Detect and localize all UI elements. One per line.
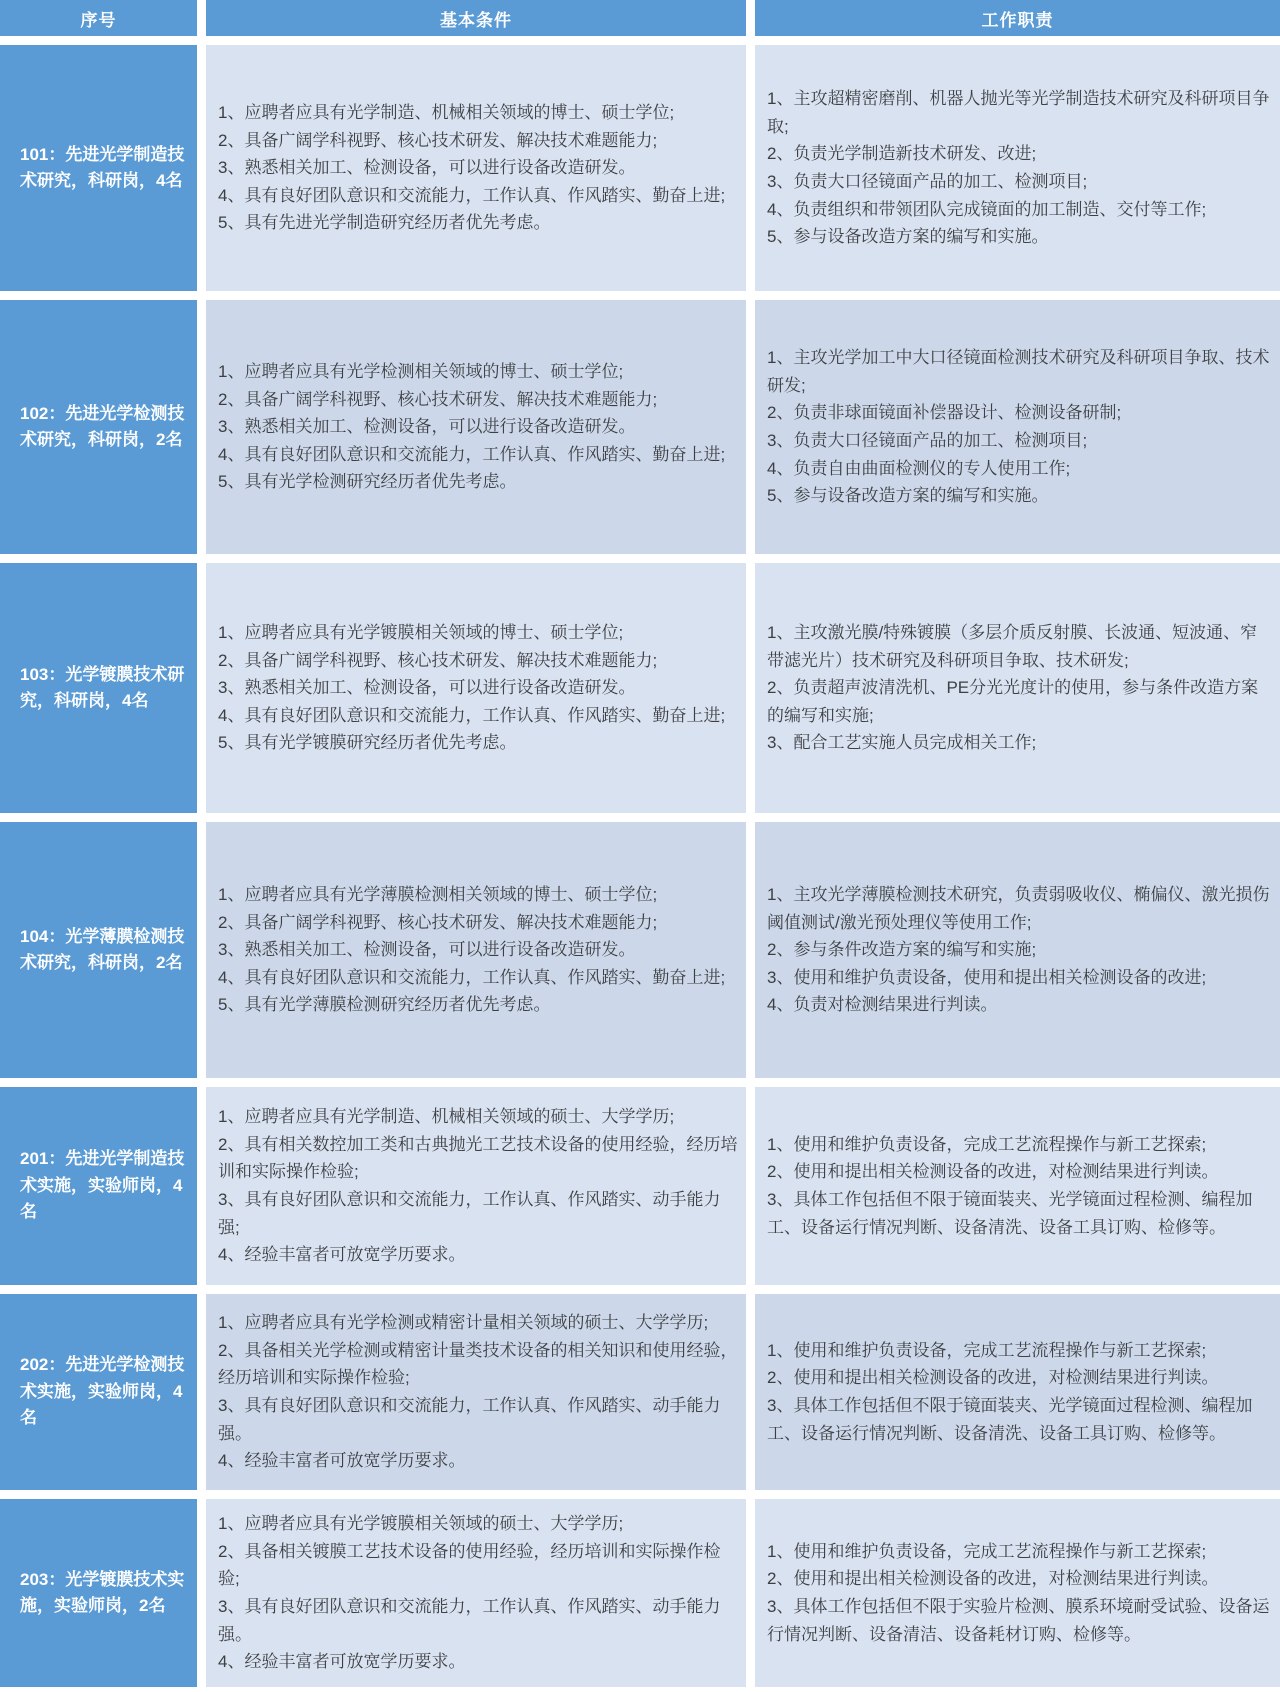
- duties-cell: [755, 563, 1280, 813]
- duty-item: 2、负责光学制造新技术研发、改进;: [767, 144, 1037, 164]
- duty-item: 3、具体工作包括但不限于镜面装夹、光学镜面过程检测、编程加工、设备运行情况判断、设备清洗、设备工具订购、检修等。: [767, 1190, 1253, 1237]
- serial-cell: 203：光学镀膜技术实施，实验师岗，2名: [0, 1499, 197, 1687]
- condition-item: 2、具备广阔学科视野、核心技术研发、解决技术难题能力;: [218, 130, 658, 150]
- condition-item: 2、具有相关数控加工类和古典抛光工艺技术设备的使用经验，经历培训和实际操作检验;: [218, 1134, 738, 1182]
- serial-cell: 201：先进光学制造技术实施，实验师岗，4名: [0, 1087, 197, 1285]
- duty-item: 2、参与条件改造方案的编写和实施;: [767, 940, 1037, 960]
- condition-item: 1、应聘者应具有光学镀膜相关领域的博士、硕士学位;: [218, 623, 624, 643]
- duty-item: 1、主攻激光膜/特殊镀膜（多层介质反射膜、长波通、短波通、窄带滤光片）技术研究及科研项目争取、技术研发;: [767, 623, 1258, 670]
- condition-item: 1、应聘者应具有光学制造、机械相关领域的博士、硕士学位;: [218, 103, 675, 123]
- duty-item: 1、主攻超精密磨削、机器人抛光等光学制造技术研究及科研项目争取;: [767, 89, 1270, 136]
- condition-item: 4、经验丰富者可放宽学历要求。: [218, 1652, 466, 1672]
- serial-cell: 103：光学镀膜技术研究，科研岗，4名: [0, 563, 197, 813]
- condition-item: 2、具备广阔学科视野、核心技术研发、解决技术难题能力;: [218, 650, 658, 670]
- condition-item: 4、具有良好团队意识和交流能力，工作认真、作风踏实、勤奋上进;: [218, 705, 726, 725]
- condition-item: 5、具有光学检测研究经历者优先考虑。: [218, 472, 517, 492]
- duty-item: 1、使用和维护负责设备，完成工艺流程操作与新工艺探索;: [767, 1134, 1207, 1154]
- condition-item: 3、熟悉相关加工、检测设备，可以进行设备改造研发。: [218, 940, 636, 960]
- duty-item: 3、负责大口径镜面产品的加工、检测项目;: [767, 172, 1088, 191]
- conditions-cell: [206, 300, 746, 554]
- duty-item: 1、主攻光学薄膜检测技术研究，负责弱吸收仪、椭偏仪、激光损伤阈值测试/激光预处理仪等使用工作;: [767, 885, 1270, 932]
- condition-item: 1、应聘者应具有光学检测或精密计量相关领域的硕士、大学学历;: [218, 1313, 709, 1333]
- duty-item: 5、参与设备改造方案的编写和实施。: [767, 227, 1049, 247]
- condition-item: 3、具有良好团队意识和交流能力，工作认真、作风踏实、动手能力强。: [218, 1396, 721, 1443]
- condition-item: 2、具备广阔学科视野、核心技术研发、解决技术难题能力;: [218, 389, 658, 409]
- duty-item: 3、具体工作包括但不限于实验片检测、膜系环境耐受试验、设备运行情况判断、设备清洁、设备耗材订购、检修等。: [767, 1597, 1270, 1644]
- serial-cell: 102：先进光学检测技术研究，科研岗，2名: [0, 300, 197, 554]
- conditions-cell: [206, 1294, 746, 1490]
- condition-item: 1、应聘者应具有光学薄膜检测相关领域的博士、硕士学位;: [218, 885, 658, 905]
- serial-cell: 104：光学薄膜检测技术研究，科研岗，2名: [0, 822, 197, 1078]
- conditions-cell: [206, 45, 746, 291]
- duty-item: 2、使用和提出相关检测设备的改进，对检测结果进行判读。: [767, 1569, 1219, 1589]
- duty-item: 3、使用和维护负责设备，使用和提出相关检测设备的改进;: [767, 967, 1207, 987]
- condition-item: 3、具有良好团队意识和交流能力，工作认真、作风踏实、动手能力强。: [218, 1597, 721, 1644]
- condition-item: 2、具备相关镀膜工艺技术设备的使用经验，经历培训和实际操作检验;: [218, 1541, 721, 1589]
- duties-cell: [755, 1499, 1280, 1687]
- duty-item: 4、负责组织和带领团队完成镜面的加工制造、交付等工作;: [767, 199, 1207, 219]
- duties-cell: [755, 1087, 1280, 1285]
- condition-item: 5、具有先进光学制造研究经历者优先考虑。: [218, 213, 551, 233]
- serial-cell: 202：先进光学检测技术实施，实验师岗，4名: [0, 1294, 197, 1490]
- condition-item: 4、具有良好团队意识和交流能力，工作认真、作风踏实、勤奋上进;: [218, 185, 726, 205]
- serial-cell: 101：先进光学制造技术研究，科研岗，4名: [0, 45, 197, 291]
- duty-item: 1、主攻光学加工中大口径镜面检测技术研究及科研项目争取、技术研发;: [767, 348, 1270, 395]
- column-header-basic-conditions: 基本条件: [206, 0, 746, 36]
- condition-item: 2、具备广阔学科视野、核心技术研发、解决技术难题能力;: [218, 912, 658, 932]
- condition-item: 3、具有良好团队意识和交流能力，工作认真、作风踏实、动手能力强;: [218, 1190, 721, 1237]
- condition-item: 1、应聘者应具有光学制造、机械相关领域的硕士、大学学历;: [218, 1107, 675, 1127]
- duty-item: 2、负责非球面镜面补偿器设计、检测设备研制;: [767, 403, 1122, 423]
- condition-item: 1、应聘者应具有光学镀膜相关领域的硕士、大学学历;: [218, 1514, 624, 1534]
- duty-item: 3、负责大口径镜面产品的加工、检测项目;: [767, 431, 1088, 450]
- column-header-serial: 序号: [0, 0, 197, 36]
- conditions-cell: [206, 822, 746, 1078]
- duty-item: 1、使用和维护负责设备，完成工艺流程操作与新工艺探索;: [767, 1541, 1207, 1561]
- condition-item: 5、具有光学薄膜检测研究经历者优先考虑。: [218, 995, 551, 1015]
- duty-item: 2、负责超声波清洗机、PE分光光度计的使用，参与条件改造方案的编写和实施;: [767, 678, 1259, 725]
- condition-item: 4、具有良好团队意识和交流能力，工作认真、作风踏实、勤奋上进;: [218, 967, 726, 987]
- duty-item: 2、使用和提出相关检测设备的改进，对检测结果进行判读。: [767, 1368, 1219, 1388]
- condition-item: 1、应聘者应具有光学检测相关领域的博士、硕士学位;: [218, 362, 624, 382]
- condition-item: 4、经验丰富者可放宽学历要求。: [218, 1451, 466, 1471]
- duties-cell: [755, 1294, 1280, 1490]
- duties-cell: [755, 822, 1280, 1078]
- conditions-cell: [206, 1499, 746, 1687]
- condition-item: 3、熟悉相关加工、检测设备，可以进行设备改造研发。: [218, 678, 636, 698]
- condition-item: 3、熟悉相关加工、检测设备，可以进行设备改造研发。: [218, 158, 636, 178]
- condition-item: 2、具备相关光学检测或精密计量类技术设备的相关知识和使用经验，经历培训和实际操作检验;: [218, 1340, 738, 1388]
- duty-item: 4、负责对检测结果进行判读。: [767, 995, 998, 1015]
- condition-item: 4、经验丰富者可放宽学历要求。: [218, 1245, 466, 1265]
- conditions-cell: [206, 563, 746, 813]
- conditions-cell: [206, 1087, 746, 1285]
- condition-item: 3、熟悉相关加工、检测设备，可以进行设备改造研发。: [218, 417, 636, 437]
- duty-item: 3、配合工艺实施人员完成相关工作;: [767, 733, 1037, 753]
- condition-item: 5、具有光学镀膜研究经历者优先考虑。: [218, 733, 517, 753]
- duty-item: 2、使用和提出相关检测设备的改进，对检测结果进行判读。: [767, 1162, 1219, 1182]
- duty-item: 5、参与设备改造方案的编写和实施。: [767, 486, 1049, 506]
- duty-item: 1、使用和维护负责设备，完成工艺流程操作与新工艺探索;: [767, 1340, 1207, 1360]
- duties-cell: [755, 45, 1280, 291]
- condition-item: 4、具有良好团队意识和交流能力，工作认真、作风踏实、勤奋上进;: [218, 444, 726, 464]
- column-header-job-duties: 工作职责: [755, 0, 1280, 36]
- duty-item: 4、负责自由曲面检测仪的专人使用工作;: [767, 458, 1071, 478]
- duties-cell: [755, 300, 1280, 554]
- duty-item: 3、具体工作包括但不限于镜面装夹、光学镜面过程检测、编程加工、设备运行情况判断、设备清洗、设备工具订购、检修等。: [767, 1396, 1253, 1443]
